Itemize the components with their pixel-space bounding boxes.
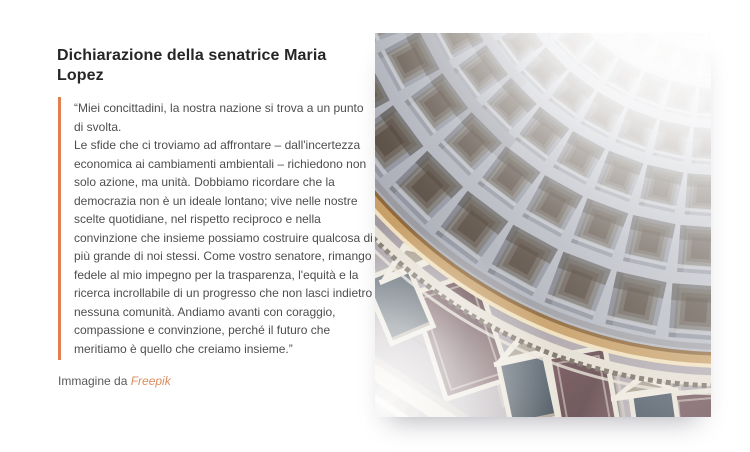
image-credit — [58, 374, 375, 388]
page-title-line1: Dichiarazione della senatrice Maria — [57, 47, 327, 64]
quote-paragraph-1: “Miei concittadini, la nostra nazione si trova a un punto di svolta. — [74, 101, 364, 134]
senator-quote — [58, 97, 376, 360]
page-title-line2: Lopez — [57, 67, 104, 84]
quote-paragraph-2: Le sfide che ci troviamo ad affrontare – dall'incertezza economica ai cambiamenti ambientali – richiedono non solo azione, ma unità. Dobbiamo ricordare che la democrazia non è un ideale lontano; vive nelle nostre scelte quotidiane, nel rispetto reciproco e nella convinzione che insieme possiamo costruire qualcosa di più grande di noi stessi. Come vostro senatore, rimango fedele al mio impegno per la trasparenza, l'equità e la ricerca incrollabile di un progresso che non lasci indietro nessuna comunità. Andiamo avanti con coraggio, compassione e convinzione, perché il futuro che meritiamo è quello che creiamo insieme.” — [74, 138, 373, 356]
pantheon-dome-photo — [375, 33, 711, 417]
page-title — [57, 46, 375, 86]
freepik-link[interactable]: Freepik — [130, 374, 171, 388]
image-credit-prefix: Immagine da — [58, 374, 131, 388]
pantheon-dome-illustration — [375, 33, 711, 417]
